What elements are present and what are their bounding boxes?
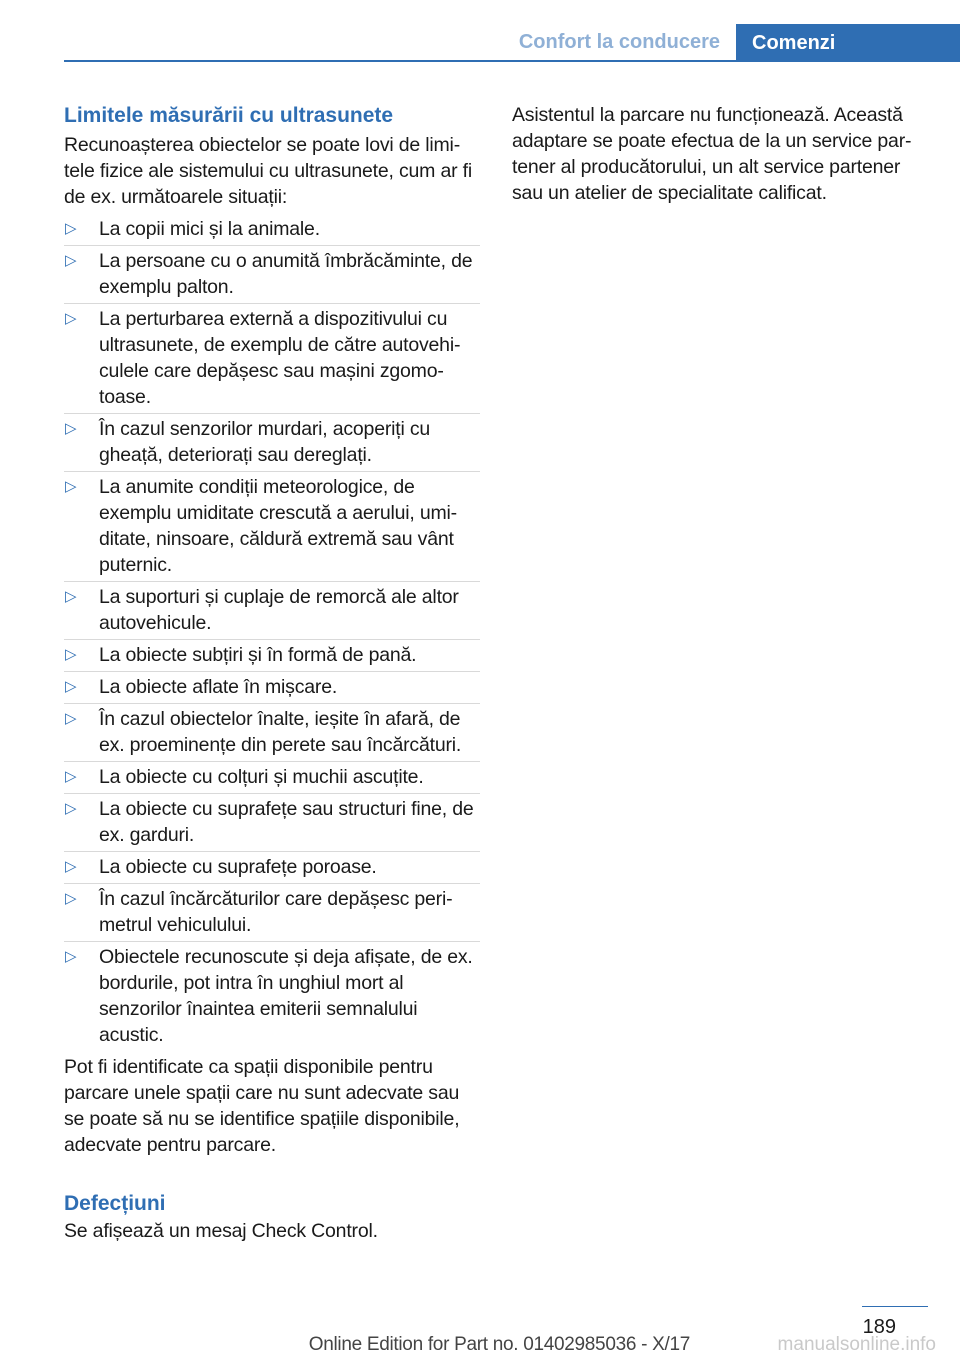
- divider: [64, 761, 480, 762]
- bullet-triangle-icon: ▷: [65, 646, 77, 663]
- list-item-text: La obiecte cu colțuri și muchii ascuțite.: [99, 766, 424, 788]
- list-item: [64, 944, 480, 1048]
- list-item-text: În cazul senzorilor murdari, acoperiți cu gheață, deteriorați sau dereglați.: [99, 418, 431, 466]
- bullet-triangle-icon: ▷: [65, 220, 77, 237]
- limitations-list: [64, 216, 480, 1048]
- list-item: [64, 854, 480, 880]
- list-item: [64, 216, 480, 242]
- list-item: [64, 764, 480, 790]
- list-item: [64, 674, 480, 700]
- divider: [64, 671, 480, 672]
- divider: [64, 883, 480, 884]
- bullet-triangle-icon: ▷: [65, 678, 77, 695]
- bullet-triangle-icon: ▷: [65, 768, 77, 785]
- list-item: [64, 796, 480, 848]
- list-item-text: La obiecte cu suprafețe poroase.: [99, 856, 377, 878]
- bullet-triangle-icon: ▷: [65, 710, 77, 727]
- divider: [64, 245, 480, 246]
- outro-paragraph: Pot fi identificate ca spații disponibile pentru parcare unele spații care nu sunt adecvate sau se poate să nu se identifice spațiile disponibile, adecvate pentru parcare.: [64, 1056, 460, 1156]
- left-column: [64, 102, 480, 1244]
- list-item-text: La anumite condiții meteorologice, de exemplu umiditate crescută a aerului, umiditate, ninsoare, căldură extremă sau vânt puternic.: [99, 476, 458, 576]
- footer-rule: [862, 1306, 928, 1307]
- list-item-text: La copii mici și la animale.: [99, 218, 320, 240]
- list-item: [64, 416, 480, 468]
- list-item-text: La obiecte aflate în mișcare.: [99, 676, 338, 698]
- bullet-triangle-icon: ▷: [65, 588, 77, 605]
- list-item: [64, 642, 480, 668]
- list-item-text: Obiectele recunoscute și deja afișate, de ex. bordurile, pot intra în unghiul mort al senzorilor înaintea emiterii semnalului acustic.: [99, 946, 473, 1046]
- bullet-triangle-icon: ▷: [65, 890, 77, 907]
- section-heading-defects: Defecțiuni: [64, 1192, 166, 1215]
- divider: [64, 851, 480, 852]
- edition-note: Online Edition for Part no. 01402985036 - X/17: [308, 1334, 690, 1355]
- divider: [64, 471, 480, 472]
- divider: [64, 303, 480, 304]
- bullet-triangle-icon: ▷: [65, 800, 77, 817]
- bullet-triangle-icon: ▷: [65, 858, 77, 875]
- list-item-text: La suporturi și cuplaje de remorcă ale altor autovehicule.: [99, 586, 459, 634]
- bullet-triangle-icon: ▷: [65, 420, 77, 437]
- list-item-text: La obiecte cu suprafețe sau structuri fine, de ex. garduri.: [99, 798, 474, 846]
- list-item-text: În cazul obiectelor înalte, ieșite în afară, de ex. proeminențe din perete sau încărcături.: [99, 708, 462, 756]
- divider: [64, 413, 480, 414]
- list-item-text: La perturbarea externă a dispozitivului cu ultrasunete, de exemplu de către autovehiculele care depășesc sau mașini zgomotoase.: [99, 308, 461, 408]
- divider: [64, 793, 480, 794]
- divider: [64, 639, 480, 640]
- bullet-triangle-icon: ▷: [65, 310, 77, 327]
- list-item: [64, 306, 480, 410]
- bullet-triangle-icon: ▷: [65, 478, 77, 495]
- list-item: [64, 248, 480, 300]
- list-item-text: La obiecte subțiri și în formă de pană.: [99, 644, 417, 666]
- bullet-triangle-icon: ▷: [65, 252, 77, 269]
- bullet-triangle-icon: ▷: [65, 948, 77, 965]
- list-item: [64, 706, 480, 758]
- page-header: [0, 0, 960, 62]
- right-paragraph: Asistentul la parcare nu funcționează. Această adaptare se poate efectua de la un service partener al producătorului, un alt service partener sau un atelier de specialitate calificat.: [512, 104, 912, 204]
- divider: [64, 941, 480, 942]
- list-item: [64, 474, 480, 578]
- section-title: Confort la conducere: [518, 31, 720, 53]
- intro-paragraph: Recunoașterea obiectelor se poate lovi de limitele fizice ale sistemului cu ultrasunete, cum ar fi de ex. următoarele situații:: [64, 134, 472, 208]
- right-column: [512, 102, 928, 206]
- divider: [64, 703, 480, 704]
- watermark: manualsonline.info: [777, 1334, 936, 1355]
- header-rule: [64, 60, 960, 62]
- list-item: [64, 584, 480, 636]
- check-control-message: Se afișează un mesaj Check Control.: [64, 1220, 378, 1242]
- section-heading: Limitele măsurării cu ultrasunete: [64, 104, 394, 127]
- list-item-text: La persoane cu o anumită îmbrăcăminte, de exemplu palton.: [99, 250, 473, 298]
- chapter-tab: Comenzi: [736, 24, 960, 62]
- list-item-text: În cazul încărcăturilor care depășesc perimetrul vehiculului.: [99, 888, 453, 936]
- divider: [64, 581, 480, 582]
- list-item: [64, 886, 480, 938]
- page-number: 189: [862, 1316, 896, 1338]
